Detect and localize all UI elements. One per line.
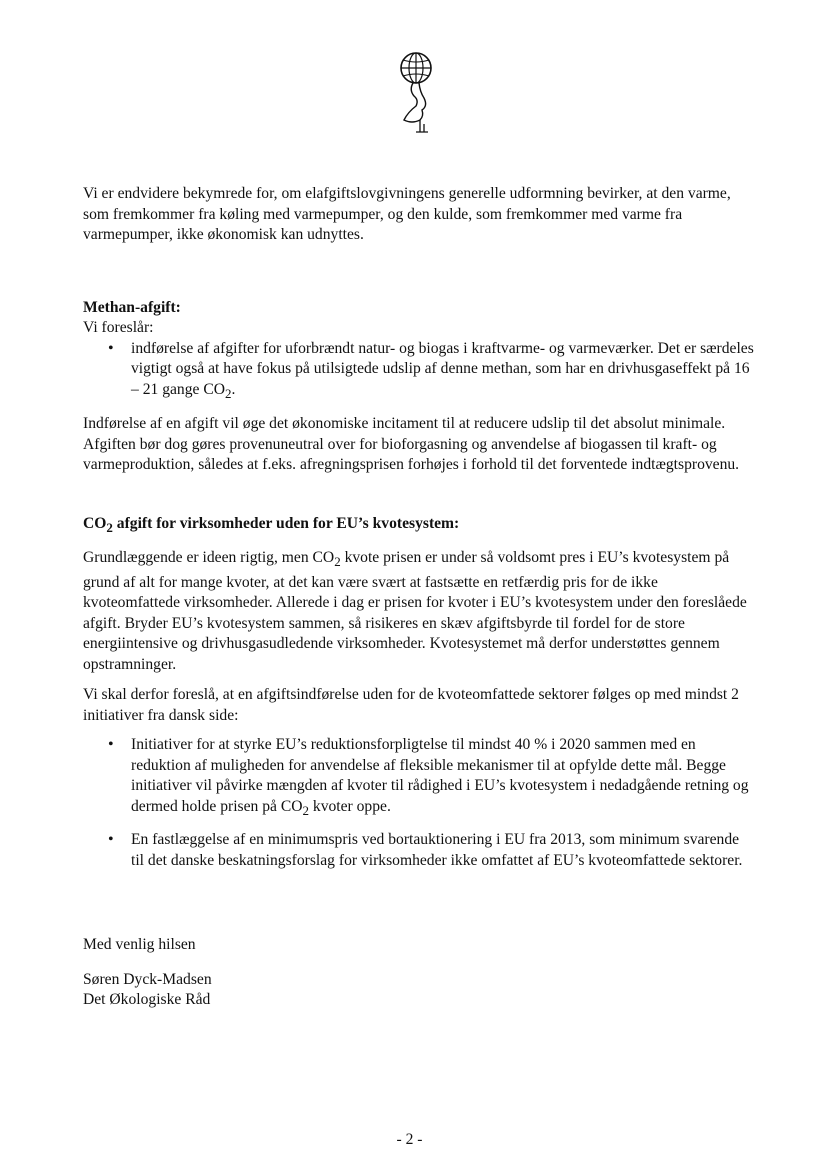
co2-paragraph-2: Vi skal derfor foreslå, at en afgiftsindførelse uden for de kvoteomfattede sektorer følges op med mindst 2 initiativer fra dansk side: bbox=[83, 686, 739, 724]
signer-name: Søren Dyck-Madsen bbox=[83, 970, 212, 988]
globe-figure-logo bbox=[394, 50, 440, 136]
co2-heading: $CO_2$ afgift for virksomheder uden for EU’s kvotesystem: bbox=[83, 514, 460, 535]
methane-lead: Vi foreslår: bbox=[83, 319, 154, 336]
page-number: - 2 - bbox=[396, 1131, 423, 1148]
signer-organization: Det Økologiske Råd bbox=[83, 991, 211, 1009]
co2-initiative-list bbox=[83, 735, 755, 871]
intro-paragraph: Vi er endvidere bekymrede for, om elafgiftslovgivningens generelle udformning bevirker, at den varme, som fremkommer fra køling med varmepumper, og den kulde, som fremkommer med varme fra varmepumper, ikke økonomisk kan udnyttes. bbox=[83, 185, 731, 243]
closing-greeting: Med venlig hilsen bbox=[83, 936, 196, 954]
methane-proposal-list bbox=[83, 339, 755, 405]
co2-paragraph-1: Grundlæggende er ideen rigtig, men $CO_2$ kvote prisen er under så voldsomt pres i EU’s kvotesystem på grund af alt for mange kvoter, at det kan være svært at fastsætte en retfærdig pris for de ikke kvoteomfattede virksomheder. Allerede i dag er prisen for kvoter i EU’s kvotesystem under den foreslåede afgift. Bryder EU’s kvotesystem sammen, så risikeres en skæv afgiftsbyrde til fordel for de store energiintensive og drivhusgasudledende virksomheder. Kvotesystemet må derfor understøttes gennem opstramninger. bbox=[83, 549, 747, 673]
list-item: • Initiativer for at styrke EU’s reduktionsforpligtelse til mindst 40 % i 2020 sammen med en reduktion af muligheden for anvendelse af fleksible mekanismer til at opfylde dette mål. Begge initiativer vil påvirke mængden af kvoter til rådighed i EU’s kvotesystem i nedadgående retning og dermed holde prisen på $CO_2$ kvoter oppe. bbox=[83, 735, 755, 821]
list-item: • En fastlæggelse af en minimumspris ved bortauktionering i EU fra 2013, som minimum svarende til det danske beskatningsforslag for virksomheder ikke omfattet af EU’s kvoteomfattede sektorer. bbox=[83, 830, 755, 871]
letter-body bbox=[83, 184, 755, 1011]
methane-heading: Methan-afgift: bbox=[83, 298, 181, 316]
list-item: • indførelse af afgifter for uforbrændt natur- og biogas i kraftvarme- og varmeværker. Det er særdeles vigtigt også at have fokus på utilsigtede udslip af denne methan, som har en drivhusgaseffekt på 16 – 21 gange $CO_2$. bbox=[83, 339, 755, 405]
methane-paragraph: Indførelse af en afgift vil øge det økonomiske incitament til at reducere udslip til det absolut minimale. Afgiften bør dog gøres provenuneutral over for bioforgasning og anvendelse af biogassen til kraft- og varmeproduktion, således at f.eks. afregningsprisen forhøjes i forhold til det forventede indtægtsprovenu. bbox=[83, 415, 740, 474]
